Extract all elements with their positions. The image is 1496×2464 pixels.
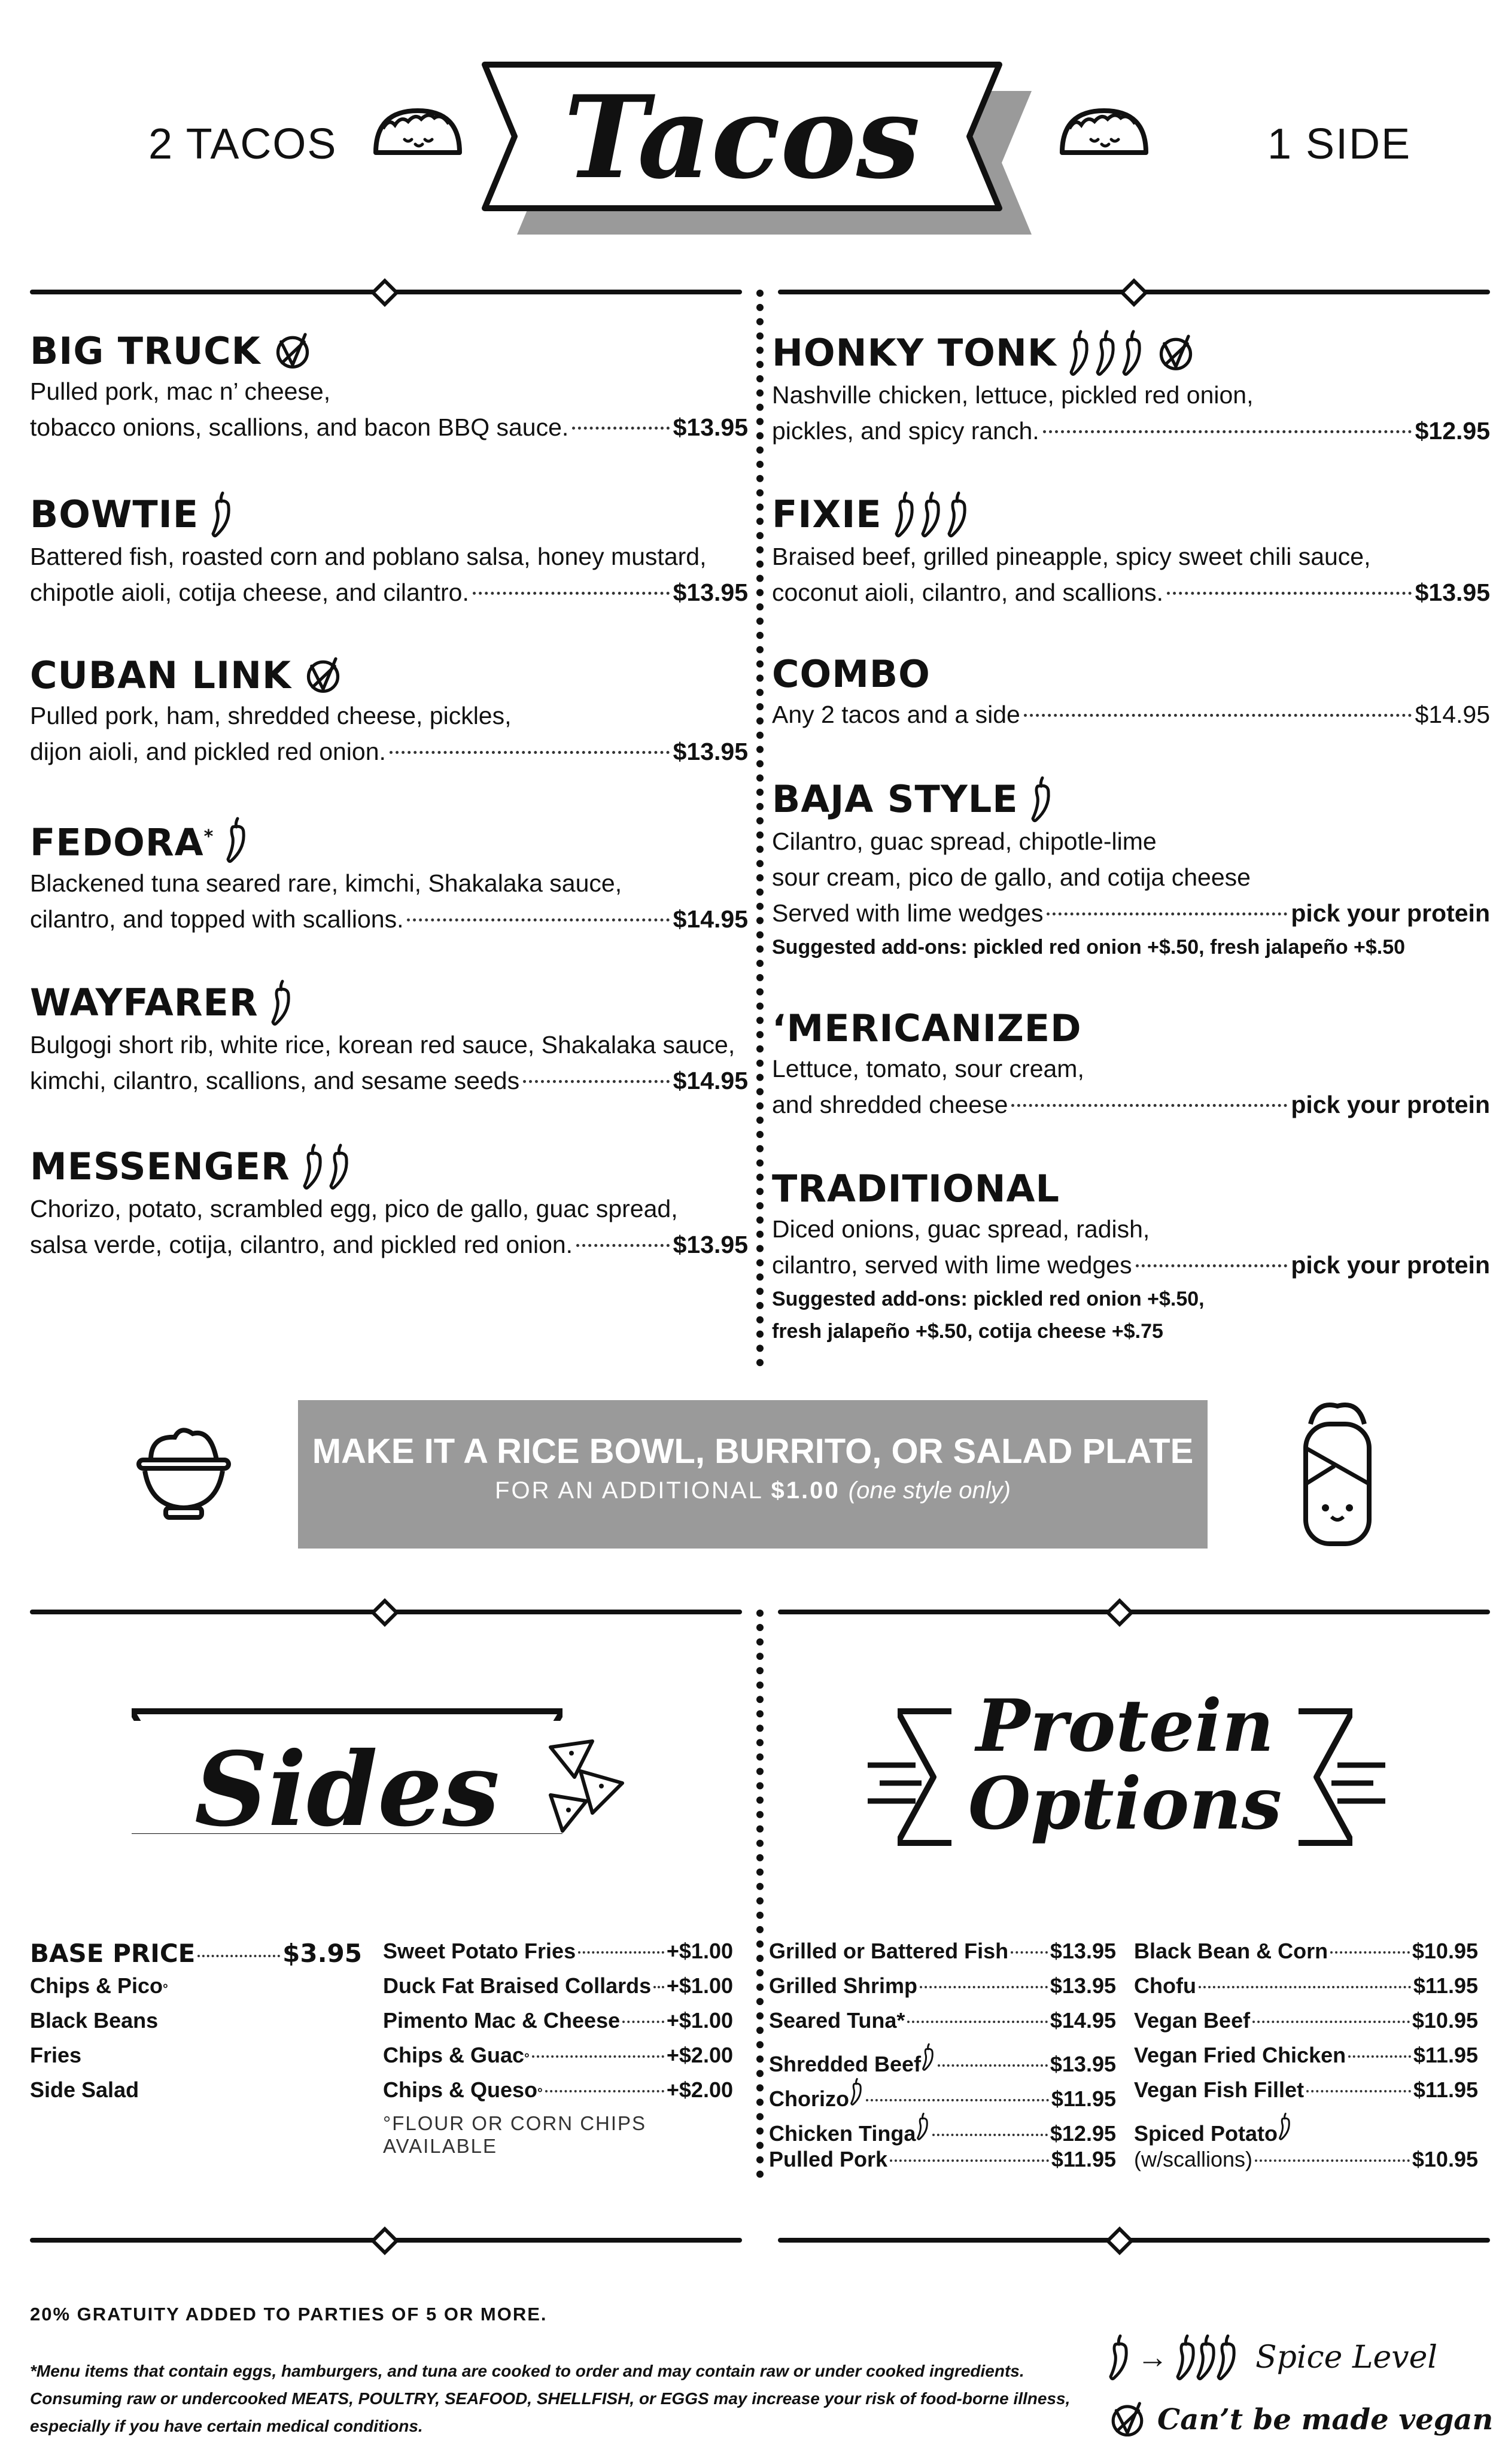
not-vegan-icon (272, 330, 314, 372)
side-item: Fries (30, 2043, 82, 2067)
disclaimer-line: Consuming raw or undercooked MEATS, POULTRY, SEAFOOD, SHELLFISH, or EGGS may increase your risk of food-borne illness, (30, 2389, 1071, 2408)
banner-title: MAKE IT A RICE BOWL, BURRITO, OR SALAD PLATE (312, 1432, 1194, 1471)
taco-name: CUBAN LINK (30, 653, 292, 697)
protein-item-sub: (w/scallions) (1134, 2147, 1253, 2171)
protein-item: Chofu (1134, 1973, 1196, 1998)
base-price-label: BASE PRICE (30, 1939, 196, 1968)
taco-price: pick your protein (1291, 899, 1490, 927)
not-vegan-icon (1107, 2399, 1148, 2440)
vegan-legend (1107, 2399, 1493, 2440)
banner-sub-price: $1.00 (771, 1477, 840, 1504)
protein-item: Seared Tuna* (769, 2008, 905, 2033)
taco-description: Pulled pork, mac n’ cheese, (30, 378, 331, 405)
taco-price: $14.95 (1415, 701, 1490, 728)
side-price: +$1.00 (666, 1939, 733, 1963)
side-price: +$1.00 (666, 1973, 733, 1998)
taco-name: TRADITIONAL (772, 1167, 1060, 1210)
side-item: Sweet Potato Fries (383, 1939, 576, 1963)
taco-description: sour cream, pico de gallo, and cotija cheese (772, 863, 1251, 891)
taco-description: Battered fish, roasted corn and poblano salsa, honey mustard, (30, 543, 707, 570)
pepper-icon (916, 2112, 930, 2141)
lines-icon (1331, 1756, 1385, 1810)
not-vegan-icon (1155, 332, 1197, 374)
taco-description: Any 2 tacos and a side (772, 701, 1020, 728)
protein-title-line1: Protein (975, 1684, 1275, 1768)
taco-description: Chorizo, potato, scrambled egg, pico de gallo, guac spread, (30, 1195, 678, 1222)
taco-name: BAJA STYLE (772, 777, 1018, 821)
protein-price: $10.95 (1412, 2147, 1478, 2171)
pepper-icon (1068, 329, 1091, 377)
food-disclaimer (30, 2357, 1070, 2440)
taco-description: salsa verde, cotija, cilantro, and pickled red onion. (30, 1231, 573, 1258)
spice-level-label: Spice Level (1255, 2340, 1438, 2375)
suggested-addons: Suggested add-ons: pickled red onion +$.50, fresh jalapeño +$.50 (772, 936, 1406, 959)
taco-name: HONKY TONK (772, 331, 1057, 375)
diamond-icon (1105, 1598, 1135, 1628)
taco-description: Braised beef, grilled pineapple, spicy sweet chili sauce, (772, 543, 1371, 570)
protein-item: Vegan Fried Chicken (1134, 2043, 1346, 2067)
taco-item-combo (772, 652, 1490, 732)
header-left-label: 2 TACOS (148, 120, 337, 168)
rice-bowl-icon (133, 1418, 235, 1526)
taco-name: FIXIE (772, 492, 882, 536)
protein-list-a (769, 1939, 1116, 2182)
side-price: +$2.00 (666, 2043, 733, 2067)
not-vegan-label: Can’t be made vegan (1157, 2403, 1494, 2436)
pepper-icon (921, 2043, 935, 2071)
chip-mark: ° (537, 2085, 543, 2100)
pepper-icon (1094, 329, 1118, 377)
chip-mark: ° (524, 2051, 530, 2065)
diamond-icon (1119, 278, 1149, 308)
not-vegan-icon (302, 655, 344, 696)
taco-description: cilantro, served with lime wedges (772, 1251, 1132, 1279)
taco-description: chipotle aioli, cotija cheese, and cilantro. (30, 579, 469, 606)
taco-item-bowtie (30, 491, 748, 610)
taco-description: Served with lime wedges (772, 899, 1044, 927)
taco-description: tobacco onions, scallions, and bacon BBQ sauce. (30, 413, 569, 441)
suggested-addons: fresh jalapeño +$.50, cotija cheese +$.75 (772, 1320, 1163, 1343)
taco-price: $13.95 (1415, 579, 1490, 606)
side-item: Side Salad (30, 2077, 139, 2102)
column-divider (756, 290, 771, 1367)
taco-description: Cilantro, guac spread, chipotle-lime (772, 828, 1157, 855)
pepper-icon (1029, 775, 1053, 823)
pepper-icon (269, 979, 293, 1027)
side-item: Chips & Pico (30, 1973, 163, 1998)
suggested-addons: Suggested add-ons: pickled red onion +$.50, (772, 1288, 1205, 1310)
taco-item-messenger (30, 1143, 748, 1263)
side-item: Duck Fat Braised Collards (383, 1973, 652, 1998)
protein-price: $12.95 (1050, 2121, 1116, 2146)
taco-name: WAYFARER (30, 981, 259, 1024)
page-title: Tacos (564, 71, 920, 204)
protein-banner (898, 1684, 1352, 1867)
taco-item-fixie (772, 491, 1490, 610)
taco-name: FEDORA (30, 820, 204, 865)
taco-price: pick your protein (1291, 1251, 1490, 1279)
side-price: +$1.00 (666, 2008, 733, 2033)
burrito-icon (1299, 1394, 1376, 1550)
pepper-icon (849, 2077, 863, 2106)
pepper-icon (1278, 2112, 1292, 2141)
protein-item: Grilled Shrimp (769, 1973, 918, 1998)
chips-icon (539, 1735, 634, 1843)
taco-description: dijon aioli, and pickled red onion. (30, 738, 386, 765)
taco-price: $13.95 (673, 1231, 748, 1258)
taco-item-fedora (30, 815, 748, 937)
protein-price: $11.95 (1413, 1973, 1478, 1998)
pepper-icon (224, 816, 248, 864)
taco-item-wayfarer (30, 979, 748, 1099)
protein-item: Vegan Beef (1134, 2008, 1251, 2033)
taco-item-mericanized (772, 1006, 1490, 1123)
taco-name: MESSENGER (30, 1145, 290, 1188)
taco-name: ‘MERICANIZED (772, 1006, 1082, 1050)
chip-mark: ° (163, 1981, 168, 1996)
protein-item: Grilled or Battered Fish (769, 1939, 1009, 1963)
title-banner (479, 60, 1035, 239)
header-right-label: 1 SIDE (1267, 120, 1412, 168)
pepper-icon (893, 491, 917, 539)
pepper-icon (1107, 2334, 1131, 2381)
taco-name: COMBO (772, 652, 931, 696)
taco-price: pick your protein (1291, 1091, 1490, 1118)
base-price: $3.95 (282, 1939, 362, 1968)
protein-title-line2: Options (968, 1762, 1282, 1846)
protein-list-b (1134, 1939, 1478, 2182)
taco-description: coconut aioli, cilantro, and scallions. (772, 579, 1164, 606)
protein-price: $11.95 (1413, 2043, 1478, 2067)
banner-sub-note: (one style only) (848, 1477, 1011, 1504)
taco-item-cuban-link (30, 653, 748, 769)
diamond-icon (370, 1598, 400, 1628)
protein-item: Pulled Pork (769, 2147, 888, 2171)
pepper-icon (327, 1143, 351, 1191)
taco-price: $14.95 (673, 1067, 748, 1094)
taco-item-big-truck (30, 329, 748, 445)
raw-mark: * (203, 826, 214, 847)
pepper-icon (301, 1143, 325, 1191)
rice-bowl-banner (298, 1400, 1208, 1549)
taco-item-baja-style (772, 775, 1490, 963)
protein-price: $14.95 (1050, 2008, 1116, 2033)
taco-description: kimchi, cilantro, scallions, and sesame seeds (30, 1067, 520, 1094)
pepper-icon (209, 491, 233, 539)
diamond-icon (1105, 2226, 1135, 2256)
protein-price: $11.95 (1051, 2086, 1116, 2111)
disclaimer-line: especially if you have certain medical conditions. (30, 2417, 423, 2435)
taco-item-honky-tonk (772, 329, 1490, 449)
protein-price: $10.95 (1412, 2008, 1478, 2033)
pepper-icon (919, 491, 943, 539)
protein-item: Chorizo (769, 2086, 849, 2111)
protein-item: Black Bean & Corn (1134, 1939, 1328, 1963)
taco-description: pickles, and spicy ranch. (772, 417, 1039, 445)
side-item: Chips & Queso (383, 2077, 538, 2102)
protein-price: $13.95 (1050, 2052, 1116, 2076)
protein-item: Vegan Fish Fillet (1134, 2077, 1305, 2102)
side-item: Black Beans (30, 2008, 159, 2033)
protein-price: $10.95 (1412, 1939, 1478, 1963)
diamond-icon (370, 2226, 400, 2256)
protein-price: $11.95 (1051, 2147, 1116, 2171)
disclaimer-line: *Menu items that contain eggs, hamburgers, and tuna are cooked to order and may contain raw or under cooked ingredients. (30, 2362, 1024, 2380)
protein-price: $11.95 (1413, 2077, 1478, 2102)
sides-banner (132, 1693, 562, 1849)
taco-price: $13.95 (673, 738, 748, 765)
taco-name: BOWTIE (30, 492, 199, 536)
sides-extra-list (383, 1939, 733, 2157)
taco-description: Pulled pork, ham, shredded cheese, pickles, (30, 702, 512, 729)
protein-item: Shredded Beef (769, 2052, 922, 2076)
taco-price: $14.95 (673, 905, 748, 933)
taco-icon (370, 102, 466, 168)
protein-price: $13.95 (1050, 1973, 1116, 1998)
taco-price: $12.95 (1415, 417, 1490, 445)
protein-item: Spiced Potato (1134, 2121, 1278, 2146)
protein-title (898, 1684, 1352, 1846)
banner-sub-prefix: FOR AN ADDITIONAL (495, 1477, 763, 1504)
protein-price: $13.95 (1050, 1939, 1116, 1963)
taco-description: Diced onions, guac spread, radish, (772, 1215, 1150, 1243)
taco-item-traditional (772, 1167, 1490, 1347)
pepper-icon (1215, 2334, 1239, 2381)
pepper-icon (1120, 329, 1144, 377)
spice-legend (1107, 2334, 1437, 2381)
taco-description: Bulgogi short rib, white rice, korean red sauce, Shakalaka sauce, (30, 1031, 735, 1058)
taco-description: cilantro, and topped with scallions. (30, 905, 404, 933)
taco-price: $13.95 (673, 579, 748, 606)
arrow-icon: → (1137, 2340, 1168, 2375)
protein-item: Chicken Tinga (769, 2121, 916, 2146)
taco-description: Blackened tuna seared rare, kimchi, Shakalaka sauce, (30, 869, 622, 897)
taco-description: Nashville chicken, lettuce, pickled red onion, (772, 381, 1254, 409)
taco-name: BIG TRUCK (30, 329, 261, 373)
taco-description: and shredded cheese (772, 1091, 1008, 1118)
diamond-icon (370, 278, 400, 308)
side-price: +$2.00 (666, 2077, 733, 2102)
side-item: Chips & Guac (383, 2043, 525, 2067)
side-item: Pimento Mac & Cheese (383, 2008, 621, 2033)
sides-title: Sides (132, 1721, 562, 1833)
chips-note: °FLOUR OR CORN CHIPS AVAILABLE (383, 2112, 647, 2157)
taco-price: $13.95 (673, 413, 748, 441)
sides-base-list (30, 1939, 362, 2112)
pepper-icon (945, 491, 969, 539)
taco-icon (1056, 102, 1152, 168)
gratuity-note: 20% GRATUITY ADDED TO PARTIES OF 5 OR MORE. (30, 2304, 548, 2325)
taco-description: Lettuce, tomato, sour cream, (772, 1055, 1084, 1082)
